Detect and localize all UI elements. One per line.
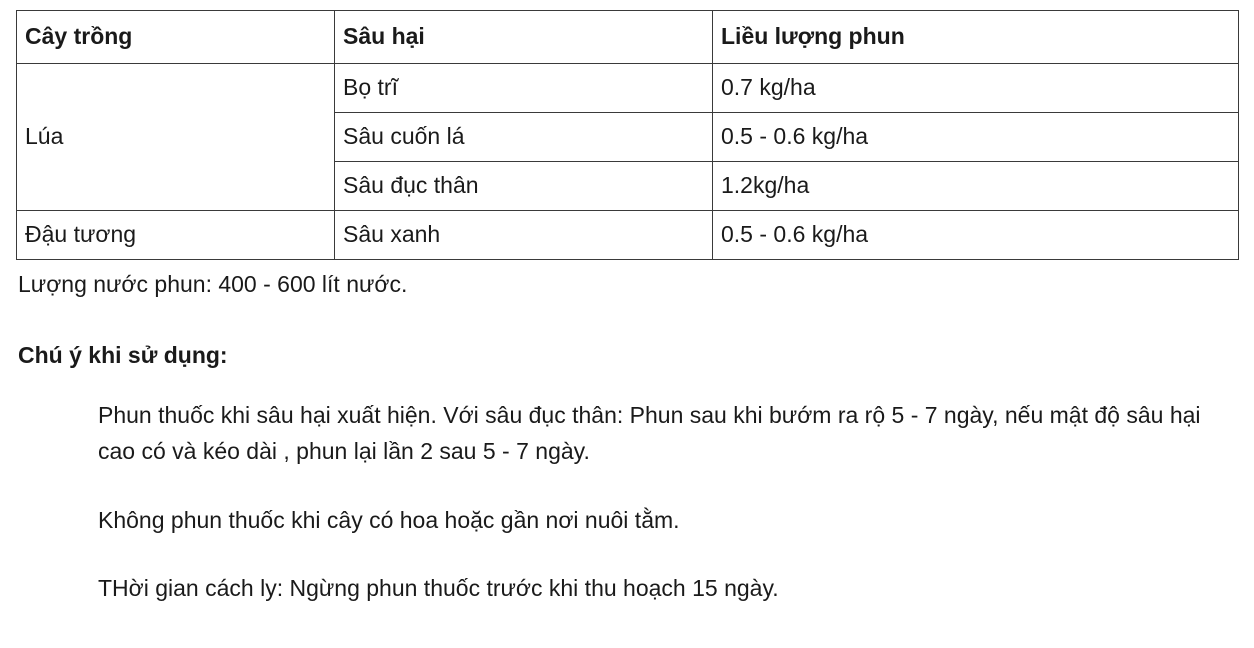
usage-note-item: Không phun thuốc khi cây có hoa hoặc gần nơi nuôi tằm. [98,506,680,533]
cell-dose: 0.7 kg/ha [713,64,1239,113]
cell-pest: Sâu đục thân [335,162,713,211]
cell-crop: Lúa [17,64,335,211]
cell-crop: Đậu tương [17,211,335,260]
water-volume-note: Lượng nước phun: 400 - 600 lít nước. [18,271,408,297]
cell-pest: Bọ trĩ [335,64,713,113]
table-body [17,64,1239,260]
cell-dose: 1.2kg/ha [713,162,1239,211]
cell-dose: 0.5 - 0.6 kg/ha [713,113,1239,162]
column-header-dose: Liều lượng phun [713,11,1239,64]
column-header-crop: Cây trồng [17,11,335,64]
dosage-table [16,10,1239,260]
column-header-pest: Sâu hại [335,11,713,64]
usage-note-item: Phun thuốc khi sâu hại xuất hiện. Với sâu đục thân: Phun sau khi bướm ra rộ 5 - 7 ngày, nếu mật độ sâu hại cao có và kéo dài , phun lại lần 2 sau 5 - 7 ngày. [98,401,1201,465]
usage-note-item: THời gian cách ly: Ngừng phun thuốc trước khi thu hoạch 15 ngày. [98,574,779,601]
table-row [17,211,1239,260]
table-header [17,11,1239,64]
usage-notice-heading: Chú ý khi sử dụng: [18,341,228,368]
cell-pest: Sâu xanh [335,211,713,260]
table-header-row [17,11,1239,64]
cell-dose: 0.5 - 0.6 kg/ha [713,211,1239,260]
table-row [17,64,1239,113]
cell-pest: Sâu cuốn lá [335,113,713,162]
usage-notes-list [98,397,1238,606]
